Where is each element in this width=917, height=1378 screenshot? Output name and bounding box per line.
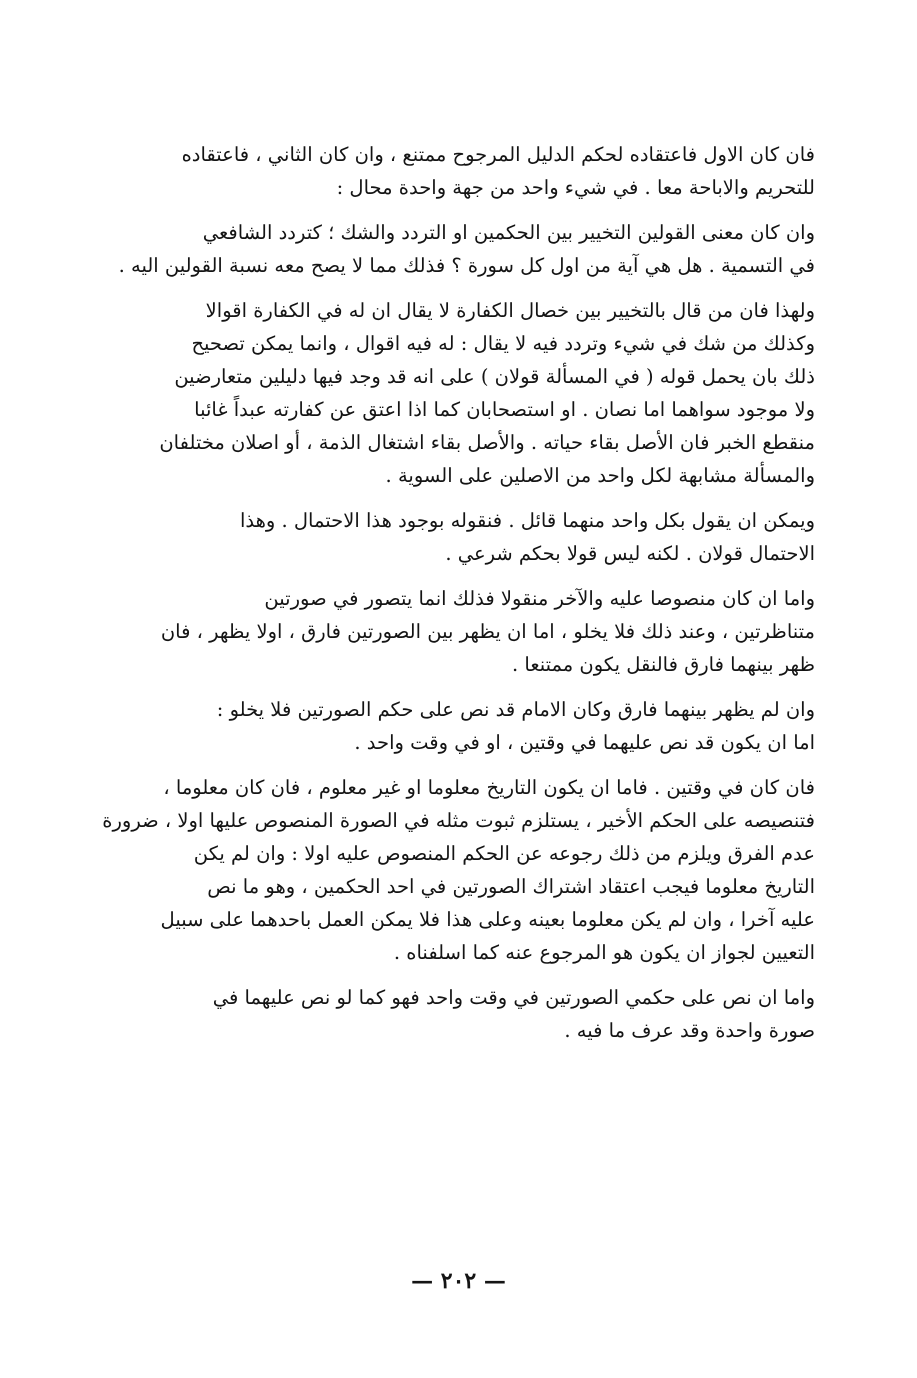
text-line: فان كان في وقتين . فاما ان يكون التاريخ معلوما او غير معلوم ، فان كان معلوما ، bbox=[163, 776, 815, 799]
text-line: منقطع الخبر فان الأصل بقاء حياته . والأصل بقاء اشتغال الذمة ، أو اصلان مختلفان bbox=[159, 431, 815, 454]
text-line: ويمكن ان يقول بكل واحد منهما قائل . فنقوله بوجود هذا الاحتمال . وهذا bbox=[239, 509, 815, 532]
text-line: ظهر بينهما فارق فالنقل يكون ممتنعا . bbox=[511, 653, 815, 676]
text-line: للتحريم والاباحة معا . في شيء واحد من جهة واحدة محال : bbox=[336, 176, 815, 199]
text-line: واما ان كان منصوصا عليه والآخر منقولا فذلك انما يتصور في صورتين bbox=[264, 587, 815, 610]
paragraph bbox=[100, 504, 815, 570]
paragraph bbox=[100, 216, 815, 282]
text-line: وكذلك من شك في شيء وتردد فيه لا يقال : له فيه اقوال ، وانما يمكن تصحيح bbox=[191, 332, 815, 355]
text-line: واما ان نص على حكمي الصورتين في وقت واحد فهو كما لو نص عليهما في bbox=[212, 986, 815, 1009]
page-number: — ٢٠٢ — bbox=[411, 1268, 506, 1294]
paragraph bbox=[100, 294, 815, 492]
text-line: التاريخ معلوما فيجب اعتقاد اشتراك الصورتين في احد الحكمين ، وهو ما نص bbox=[207, 875, 815, 898]
text-line: ذلك بان يحمل قوله ( في المسألة قولان ) على انه قد وجد فيها دليلين متعارضين bbox=[174, 365, 815, 388]
paragraph bbox=[100, 138, 815, 204]
paragraph bbox=[100, 771, 815, 969]
text-line: في التسمية . هل هي آية من اول كل سورة ؟ فذلك مما لا يصح معه نسبة القولين اليه . bbox=[118, 254, 815, 277]
text-line: ولا موجود سواهما اما نصان . او استصحابان كما اذا اعتق عن كفارته عبداً غائبا bbox=[194, 398, 815, 421]
text-line: عدم الفرق ويلزم من ذلك رجوعه عن الحكم المنصوص عليه اولا : وان لم يكن bbox=[193, 842, 815, 865]
text-line: وان كان معنى القولين التخيير بين الحكمين او التردد والشك ؛ كتردد الشافعي bbox=[202, 221, 815, 244]
text-line: الاحتمال قولان . لكنه ليس قولا بحكم شرعي . bbox=[445, 542, 815, 565]
text-line: والمسألة مشابهة لكل واحد من الاصلين على السوية . bbox=[385, 464, 815, 487]
paragraph bbox=[100, 582, 815, 681]
text-line: متناظرتين ، وعند ذلك فلا يخلو ، اما ان يظهر بين الصورتين فارق ، اولا يظهر ، فان bbox=[160, 620, 815, 643]
paragraph bbox=[100, 981, 815, 1047]
text-line: فان كان الاول فاعتقاده لحكم الدليل المرجوح ممتنع ، وان كان الثاني ، فاعتقاده bbox=[181, 143, 815, 166]
text-line: ولهذا فان من قال بالتخيير بين خصال الكفارة لا يقال ان له في الكفارة اقوالا bbox=[205, 299, 815, 322]
text-line: فتنصيصه على الحكم الأخير ، يستلزم ثبوت مثله في الصورة المنصوص عليها اولا ، ضرورة bbox=[102, 809, 815, 832]
text-line: صورة واحدة وقد عرف ما فيه . bbox=[564, 1019, 815, 1042]
text-line: وان لم يظهر بينهما فارق وكان الامام قد نص على حكم الصورتين فلا يخلو : bbox=[216, 698, 815, 721]
text-line: اما ان يكون قد نص عليهما في وقتين ، او في وقت واحد . bbox=[354, 731, 815, 754]
text-line: التعيين لجواز ان يكون هو المرجوع عنه كما اسلفناه . bbox=[393, 941, 815, 964]
page-body bbox=[100, 138, 815, 1059]
text-line: عليه آخرا ، وان لم يكن معلوما بعينه وعلى هذا فلا يمكن العمل باحدهما على سبيل bbox=[160, 908, 815, 931]
paragraph bbox=[100, 693, 815, 759]
